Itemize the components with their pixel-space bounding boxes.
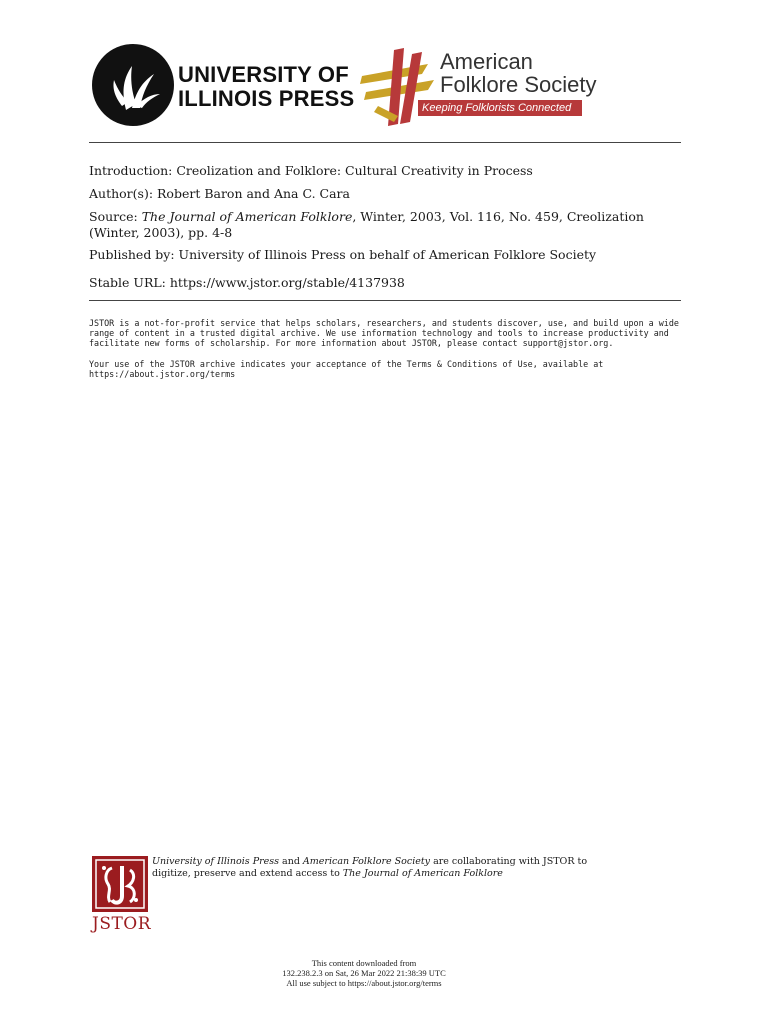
notice-line: JSTOR is a not-for-profit service that helps scholars, researchers, and students discover, use, and build upon a wide bbox=[89, 318, 679, 328]
article-authors: Author(s): Robert Baron and Ana C. Cara bbox=[89, 186, 350, 201]
notice-line: range of content in a trusted digital archive. We use information technology and tools to increase productivity and bbox=[89, 328, 669, 338]
collab-society: American Folklore Society bbox=[302, 856, 431, 867]
article-source bbox=[89, 209, 684, 241]
terms-link[interactable]: https://about.jstor.org/terms bbox=[89, 369, 236, 379]
collab-and: and bbox=[279, 856, 303, 867]
collab-journal: The Journal of American Folklore bbox=[342, 868, 503, 879]
collab-rest: are collaborating with JSTOR to bbox=[430, 856, 588, 867]
stable-url-link[interactable]: Stable URL: https://www.jstor.org/stable/4137938 bbox=[89, 275, 405, 290]
uip-line-2: ILLINOIS PRESS bbox=[178, 86, 355, 111]
jstor-wordmark: JSTOR bbox=[92, 914, 152, 934]
collab-line-2: digitize, preserve and extend access to bbox=[152, 868, 343, 879]
university-of-illinois-press-logo-icon bbox=[92, 44, 174, 126]
american-folklore-society-name bbox=[440, 50, 597, 96]
jstor-logo-icon bbox=[92, 856, 148, 912]
afs-tagline: Keeping Folklorists Connected bbox=[418, 100, 582, 116]
jstor-notice-paragraph-2 bbox=[89, 359, 684, 379]
divider-top bbox=[89, 142, 681, 143]
source-line-2: (Winter, 2003), pp. 4-8 bbox=[89, 225, 233, 240]
source-prefix: Source: bbox=[89, 209, 142, 224]
source-journal: The Journal of American Folklore bbox=[141, 209, 353, 224]
article-title: Introduction: Creolization and Folklore: Cultural Creativity in Process bbox=[89, 163, 533, 178]
footer-line-3: All use subject to https://about.jstor.org/terms bbox=[286, 978, 442, 988]
source-rest: , Winter, 2003, Vol. 116, No. 459, Creolization bbox=[352, 209, 644, 224]
footer-line-1: This content downloaded from bbox=[311, 958, 417, 968]
afs-line-1: American bbox=[440, 49, 533, 74]
uip-line-1: UNIVERSITY OF bbox=[178, 62, 349, 87]
footer-line-2: 132.238.2.3 on Sat, 26 Mar 2022 21:38:39 UTC bbox=[282, 968, 446, 978]
collab-publisher: University of Illinois Press bbox=[152, 856, 280, 867]
afs-line-2: Folklore Society bbox=[440, 72, 597, 97]
university-press-name bbox=[178, 63, 354, 111]
notice-line: Your use of the JSTOR archive indicates your acceptance of the Terms & Conditions of Use, available at bbox=[89, 359, 604, 369]
divider-bottom bbox=[89, 300, 681, 301]
jstor-notice-paragraph-1 bbox=[89, 318, 684, 348]
notice-line: facilitate new forms of scholarship. For more information about JSTOR, please contact support@jstor.org. bbox=[89, 338, 614, 348]
collaboration-statement bbox=[152, 856, 672, 880]
published-by: Published by: University of Illinois Press on behalf of American Folklore Society bbox=[89, 247, 597, 262]
